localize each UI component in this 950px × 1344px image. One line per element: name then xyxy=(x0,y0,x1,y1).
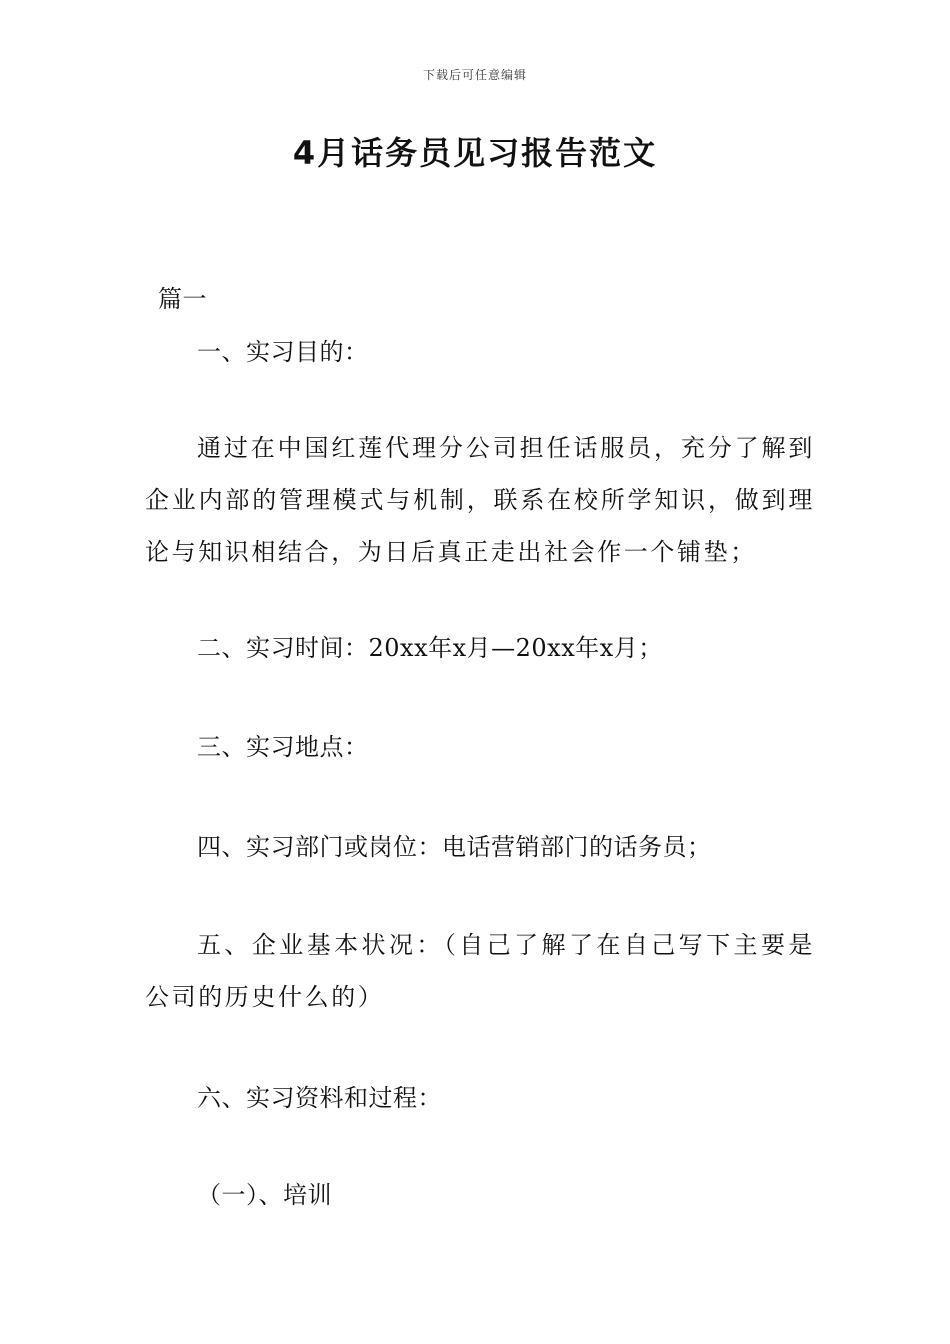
paragraph-company-overview: 五、企业基本状况：（自己了解了在自己写下主要是公司的历史什么的） xyxy=(145,931,815,1011)
heading-content-process: 六、实习资料和过程： xyxy=(197,1084,442,1112)
paragraph-purpose: 通过在中国红莲代理分公司担任话服员，充分了解到企业内部的管理模式与机制，联系在校所学知识，做到理论与知识相结合，为日后真正走出社会作一个铺垫； xyxy=(145,434,815,566)
heading-time: 二、实习时间：20xx年x月—20xx年x月； xyxy=(197,634,663,662)
section-label: 篇一 xyxy=(158,285,207,313)
heading-department: 四、实习部门或岗位：电话营销部门的话务员； xyxy=(197,833,712,861)
heading-location: 三、实习地点： xyxy=(197,733,369,761)
heading-purpose: 一、实习目的： xyxy=(197,338,369,366)
document-title: 4月话务员见习报告范文 xyxy=(292,134,658,172)
download-note: 下载后可任意编辑 xyxy=(422,68,527,82)
heading-training: （一）、培训 xyxy=(197,1181,332,1209)
